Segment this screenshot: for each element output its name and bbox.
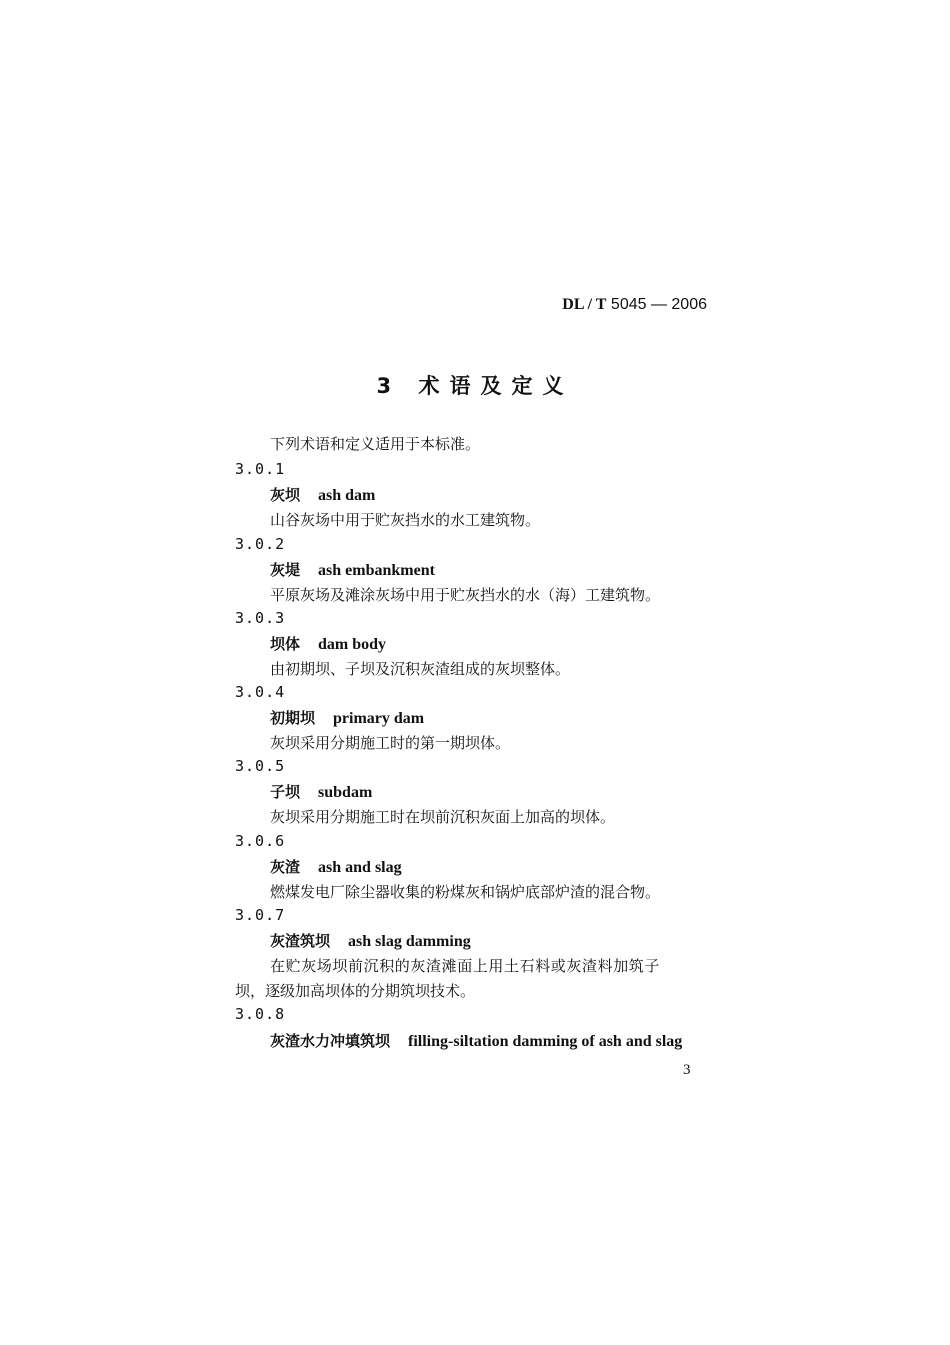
- term-number: 3.0.8: [235, 1005, 286, 1023]
- term-number: 3.0.3: [235, 609, 286, 627]
- term-en: ash dam: [318, 487, 376, 504]
- term-en: ash slag damming: [348, 933, 471, 950]
- term-definition: 平原灰场及滩涂灰场中用于贮灰挡水的水（海）工建筑物。: [270, 586, 661, 604]
- term-heading: [270, 856, 402, 877]
- term-heading: [270, 707, 424, 728]
- term-heading: [270, 633, 386, 654]
- intro-text: 下列术语和定义适用于本标准。: [270, 435, 481, 453]
- document-code-prefix: DL / T: [562, 296, 607, 313]
- term-number: 3.0.5: [235, 757, 286, 775]
- term-cn: 灰渣: [270, 858, 301, 876]
- term-heading: [270, 930, 471, 951]
- term-definition: 山谷灰场中用于贮灰挡水的水工建筑物。: [270, 511, 541, 529]
- term-en: subdam: [318, 784, 373, 801]
- term-en: dam body: [318, 636, 387, 653]
- term-en: filling-siltation damming of ash and slag: [408, 1033, 683, 1050]
- term-heading: [270, 1030, 682, 1051]
- section-title: 3 术语及定义: [376, 374, 574, 398]
- term-definition-line1: 在贮灰场坝前沉积的灰渣滩面上用土石料或灰渣料加筑子: [270, 957, 661, 975]
- term-number: 3.0.6: [235, 832, 286, 850]
- term-en: ash embankment: [318, 562, 435, 579]
- term-cn: 灰渣水力冲填筑坝: [270, 1032, 391, 1050]
- term-cn: 灰坝: [270, 486, 301, 504]
- term-definition-line2: 坝，逐级加高坝体的分期筑坝技术。: [235, 982, 476, 1000]
- term-heading: [270, 781, 372, 802]
- term-number: 3.0.4: [235, 683, 286, 701]
- term-en: primary dam: [333, 710, 425, 727]
- term-heading: [270, 484, 375, 505]
- term-en: ash and slag: [318, 859, 402, 876]
- term-cn: 初期坝: [270, 709, 316, 727]
- term-cn: 灰堤: [270, 561, 301, 579]
- term-cn: 子坝: [270, 783, 301, 801]
- term-definition: 由初期坝、子坝及沉积灰渣组成的灰坝整体。: [270, 660, 571, 678]
- document-code-number: 5045 — 2006: [610, 296, 707, 313]
- term-cn: 灰渣筑坝: [270, 932, 331, 950]
- term-number: 3.0.1: [235, 460, 286, 478]
- document-code: [562, 296, 707, 314]
- term-definition: 燃煤发电厂除尘器收集的粉煤灰和锅炉底部炉渣的混合物。: [270, 883, 661, 901]
- term-heading: [270, 559, 435, 580]
- term-cn: 坝体: [270, 635, 301, 653]
- term-definition: 灰坝采用分期施工时在坝前沉积灰面上加高的坝体。: [270, 808, 616, 826]
- term-number: 3.0.2: [235, 535, 286, 553]
- term-number: 3.0.7: [235, 906, 286, 924]
- term-definition: 灰坝采用分期施工时的第一期坝体。: [270, 734, 511, 752]
- page-number: 3: [683, 1062, 691, 1078]
